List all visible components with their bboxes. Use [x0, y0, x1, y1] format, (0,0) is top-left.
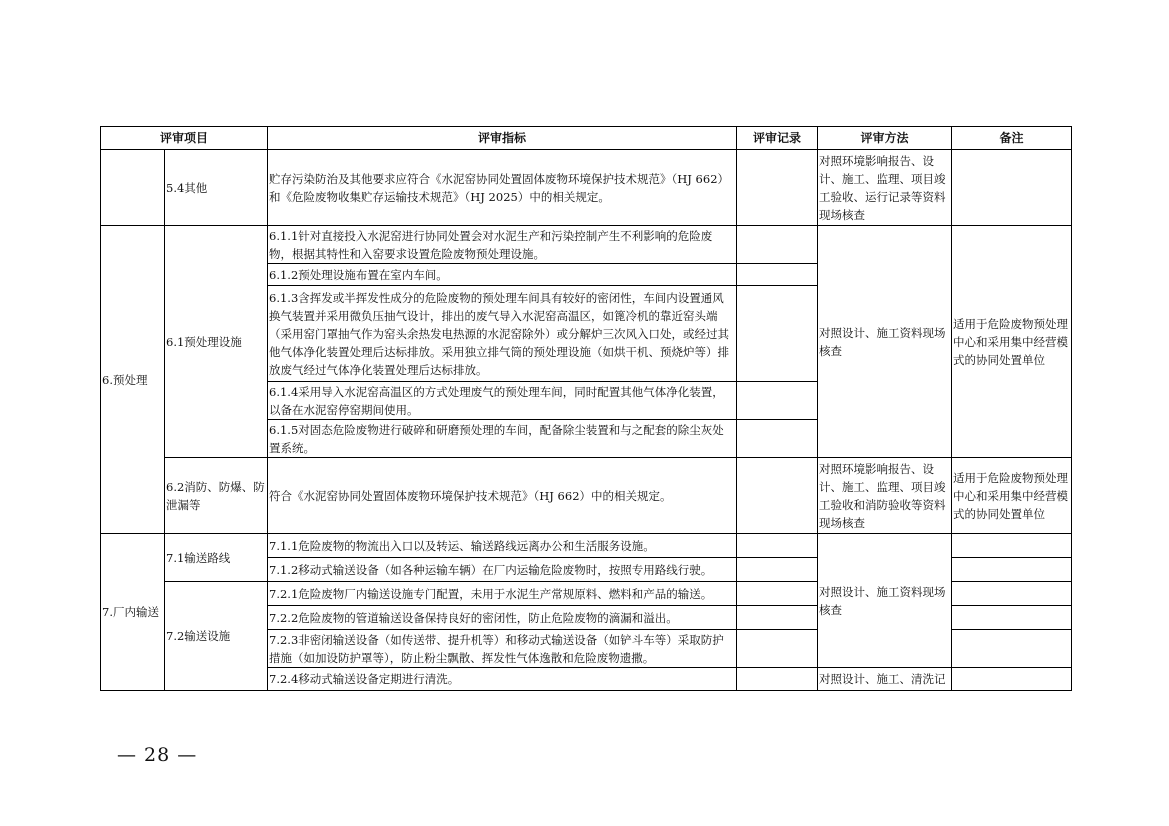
indicator-7-2-2: 7.2.2危险废物的管道输送设备保持良好的密闭性，防止危险废物的滴漏和溢出。 [268, 606, 737, 630]
indicator-7-1-1: 7.1.1危险废物的物流出入口以及转运、输送路线远离办公和生活服务设施。 [268, 534, 737, 558]
indicator-6-1-4: 6.1.4采用导入水泥窑高温区的方式处理废气的预处理车间，同时配置其他气体净化装置，以备在水泥窑停窑期间使用。 [268, 382, 737, 420]
note-cell [952, 582, 1072, 606]
subitem-5-4: 5.4其他 [165, 150, 268, 226]
method-7: 对照设计、施工资料现场核查 [818, 534, 952, 668]
indicator-7-1-2: 7.1.2移动式输送设备（如各种运输车辆）在厂内运输危险废物时，按照专用路线行驶。 [268, 558, 737, 582]
category-cell-empty [101, 150, 165, 226]
note-6-1: 适用于危险废物预处理中心和采用集中经营模式的协同处置单位 [952, 226, 1072, 458]
note-cell [952, 630, 1072, 668]
record-cell [737, 534, 818, 558]
indicator-6-1-5: 6.1.5对固态危险废物进行破碎和研磨预处理的车间，配备除尘装置和与之配套的除尘灰处置系统。 [268, 420, 737, 458]
indicator-6-1-1: 6.1.1针对直接投入水泥窑进行协同处置会对水泥生产和污染控制产生不利影响的危险废物，根据其特性和入窑要求设置危险废物预处理设施。 [268, 226, 737, 264]
header-review-indicator: 评审指标 [268, 127, 737, 150]
header-review-record: 评审记录 [737, 127, 818, 150]
table-row [101, 226, 1072, 264]
note-cell [952, 558, 1072, 582]
record-cell [737, 558, 818, 582]
record-cell [737, 630, 818, 668]
table-header-row [101, 127, 1072, 150]
indicator-6-1-2: 6.1.2预处理设施布置在室内车间。 [268, 264, 737, 286]
note-cell [952, 606, 1072, 630]
header-note: 备注 [952, 127, 1072, 150]
method-6-1: 对照设计、施工资料现场核查 [818, 226, 952, 458]
indicator-7-2-4: 7.2.4移动式输送设备定期进行清洗。 [268, 668, 737, 691]
indicator-7-2-1: 7.2.1危险废物厂内输送设施专门配置，未用于水泥生产常规原料、燃料和产品的输送。 [268, 582, 737, 606]
indicator-5-4: 贮存污染防治及其他要求应符合《水泥窑协同处置固体废物环境保护技术规范》（HJ 662）和《危险废物收集贮存运输技术规范》（HJ 2025）中的相关规定。 [268, 150, 737, 226]
record-cell [737, 226, 818, 264]
subitem-6-2: 6.2消防、防爆、防泄漏等 [165, 458, 268, 534]
record-cell [737, 264, 818, 286]
note-cell [952, 668, 1072, 691]
subitem-7-2: 7.2输送设施 [165, 582, 268, 691]
record-cell [737, 458, 818, 534]
record-cell [737, 286, 818, 382]
record-cell [737, 420, 818, 458]
table-row [101, 534, 1072, 558]
category-6: 6.预处理 [101, 226, 165, 534]
note-cell [952, 150, 1072, 226]
table-row [101, 150, 1072, 226]
subitem-6-1: 6.1预处理设施 [165, 226, 268, 458]
header-review-item: 评审项目 [101, 127, 268, 150]
review-table [100, 126, 1072, 691]
indicator-6-1-3: 6.1.3含挥发或半挥发性成分的危险废物的预处理车间具有较好的密闭性，车间内设置通风换气装置并采用微负压抽气设计，排出的废气导入水泥窑高温区，如篦冷机的靠近窑头端（采用窑门罩抽气作为窑头余热发电热源的水泥窑除外）或分解炉三次风入口处，或经过其他气体净化装置处理后达标排放。采用独立排气筒的预处理设施（如烘干机、预烧炉等）排放废气经过气体净化装置处理后达标排放。 [268, 286, 737, 382]
method-7-2-4: 对照设计、施工、清洗记 [818, 668, 952, 691]
record-cell [737, 668, 818, 691]
record-cell [737, 150, 818, 226]
record-cell [737, 606, 818, 630]
record-cell [737, 582, 818, 606]
page-number: — 28 — [117, 744, 198, 766]
method-6-2: 对照环境影响报告、设计、施工、监理、项目竣工验收和消防验收等资料现场核查 [818, 458, 952, 534]
table-row [101, 458, 1072, 534]
indicator-7-2-3: 7.2.3非密闭输送设备（如传送带、提升机等）和移动式输送设备（如铲斗车等）采取防护措施（如加设防护罩等），防止粉尘飘散、挥发性气体逸散和危险废物遗撒。 [268, 630, 737, 668]
method-5-4: 对照环境影响报告、设计、施工、监理、项目竣工验收、运行记录等资料现场核查 [818, 150, 952, 226]
note-6-2: 适用于危险废物预处理中心和采用集中经营模式的协同处置单位 [952, 458, 1072, 534]
note-cell [952, 534, 1072, 558]
category-7: 7.厂内输送 [101, 534, 165, 691]
subitem-7-1: 7.1输送路线 [165, 534, 268, 582]
indicator-6-2: 符合《水泥窑协同处置固体废物环境保护技术规范》（HJ 662）中的相关规定。 [268, 458, 737, 534]
record-cell [737, 382, 818, 420]
header-review-method: 评审方法 [818, 127, 952, 150]
